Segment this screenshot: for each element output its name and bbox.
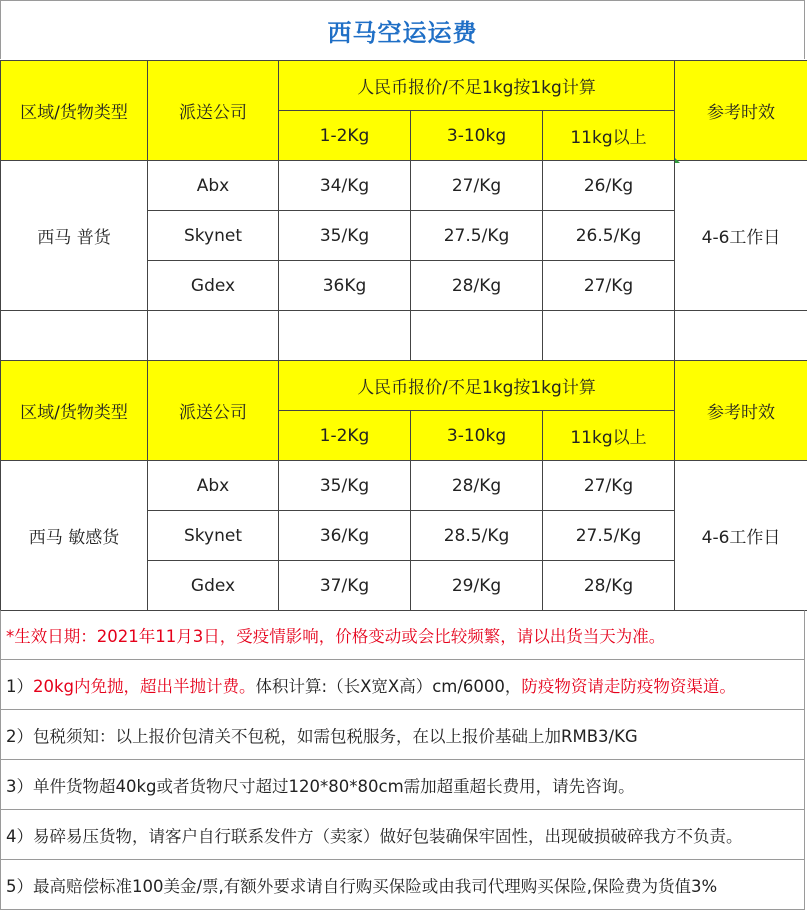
company-cell: Gdex: [148, 561, 279, 611]
header-region: 区域/货物类型: [1, 361, 148, 461]
price-cell: 27.5/Kg: [411, 211, 543, 261]
note-1-prefix: 1）: [6, 676, 33, 696]
table-row: [1, 461, 807, 511]
company-cell: Skynet: [148, 211, 279, 261]
note-4: 4）易碎易压货物，请客户自行联系发件方（卖家）做好包装确保牢固性，出现破损破碎我方不负责。: [0, 810, 805, 860]
header-range-1: 1-2Kg: [279, 411, 411, 461]
price-cell: 35/Kg: [279, 211, 411, 261]
header-region: 区域/货物类型: [1, 61, 148, 161]
header-timing: 参考时效: [675, 61, 807, 161]
company-cell: Skynet: [148, 511, 279, 561]
header-range-3: 11kg以上: [543, 411, 675, 461]
region-cell: 西马 敏感货: [1, 461, 148, 611]
price-cell: 29/Kg: [411, 561, 543, 611]
price-cell: 36/Kg: [279, 511, 411, 561]
company-cell: Gdex: [148, 261, 279, 311]
price-cell: 27/Kg: [411, 161, 543, 211]
rate-table-sensitive: [0, 360, 807, 611]
price-cell: 35/Kg: [279, 461, 411, 511]
cell-comment-marker: [675, 158, 680, 163]
header-company: 派送公司: [148, 361, 279, 461]
title-row: [0, 0, 805, 59]
note-1-epidemic-rule: 防疫物资请走防疫物资渠道。: [521, 676, 736, 696]
price-cell: 37/Kg: [279, 561, 411, 611]
header-range-2: 3-10kg: [411, 111, 543, 161]
note-1: [0, 660, 805, 710]
note-3: 3）单件货物超40kg或者货物尺寸超过120*80*80cm需加超重超长费用，请先咨询。: [0, 760, 805, 810]
effective-date-note: *生效日期：2021年11月3日，受疫情影响，价格变动或会比较频繁，请以出货当天为准。: [0, 610, 805, 660]
price-cell: 34/Kg: [279, 161, 411, 211]
price-cell: 36Kg: [279, 261, 411, 311]
company-cell: Abx: [148, 461, 279, 511]
note-5: 5）最高赔偿标准100美金/票,有额外要求请自行购买保险或由我司代理购买保险,保险费为货值3%: [0, 860, 805, 910]
notes-section: [0, 610, 805, 910]
price-cell: 28.5/Kg: [411, 511, 543, 561]
price-cell: 28/Kg: [543, 561, 675, 611]
page-title: 西马空运运费: [327, 18, 478, 47]
header-price-group: 人民币报价/不足1kg按1kg计算: [279, 361, 675, 411]
region-cell: 西马 普货: [1, 161, 148, 311]
blank-row: [1, 311, 807, 361]
price-cell: 26.5/Kg: [543, 211, 675, 261]
table-row: [1, 161, 807, 211]
header-range-1: 1-2Kg: [279, 111, 411, 161]
note-1-volume-rule: 20kg内免抛，超出半抛计费。: [33, 676, 256, 696]
price-cell: 28/Kg: [411, 261, 543, 311]
price-cell: 28/Kg: [411, 461, 543, 511]
header-company: 派送公司: [148, 61, 279, 161]
company-cell: Abx: [148, 161, 279, 211]
header-price-group: 人民币报价/不足1kg按1kg计算: [279, 61, 675, 111]
timing-cell: 4-6工作日: [675, 461, 807, 611]
header-timing: 参考时效: [675, 361, 807, 461]
header-range-2: 3-10kg: [411, 411, 543, 461]
price-cell: 27/Kg: [543, 461, 675, 511]
note-1-formula: 体积计算:（长X宽X高）cm/6000，: [255, 676, 522, 696]
timing-cell: 4-6工作日: [675, 161, 807, 311]
price-cell: 27.5/Kg: [543, 511, 675, 561]
rate-table-general: [0, 60, 807, 361]
note-2: 2）包税须知：以上报价包清关不包税，如需包税服务，在以上报价基础上加RMB3/KG: [0, 710, 805, 760]
header-range-3: 11kg以上: [543, 111, 675, 161]
price-cell: 27/Kg: [543, 261, 675, 311]
price-cell: 26/Kg: [543, 161, 675, 211]
